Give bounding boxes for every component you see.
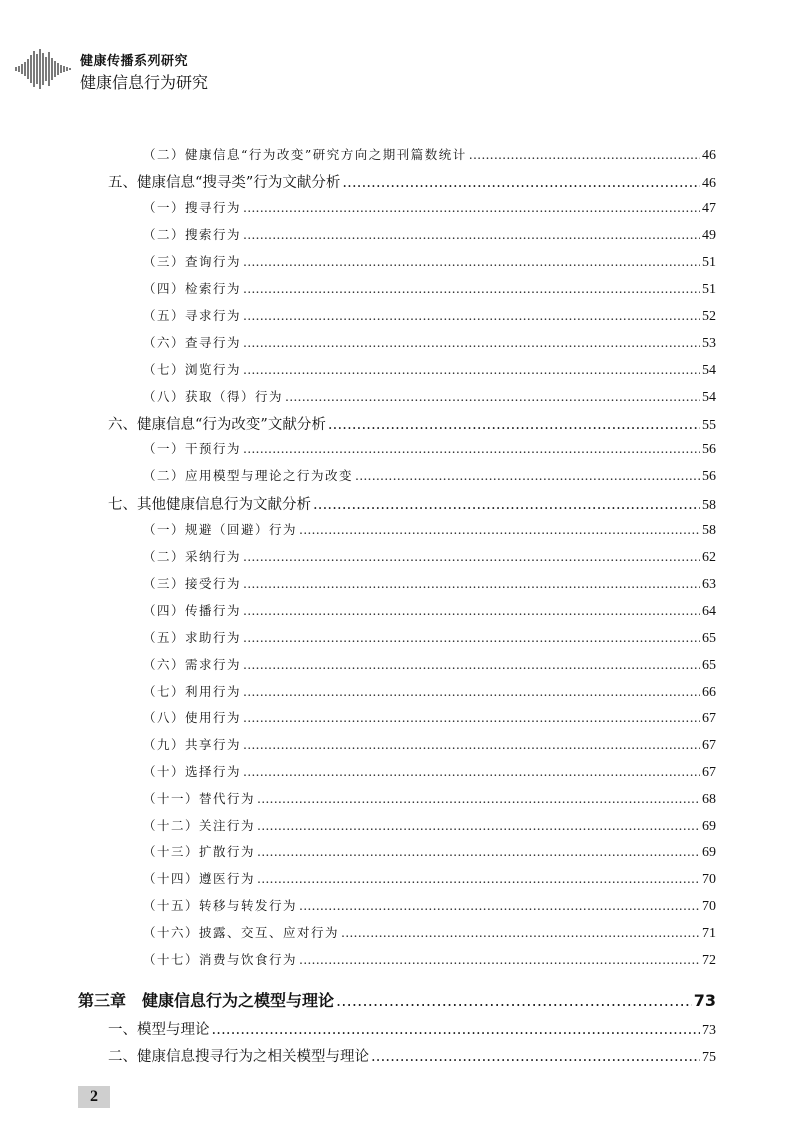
dot-leader [285, 389, 700, 404]
toc-entry-page: 67 [702, 738, 716, 753]
toc-entry-label: （十一）替代行为 [143, 791, 256, 806]
toc-entry[interactable] [143, 950, 716, 968]
toc-entry-label: （十六）披露、交互、应对行为 [143, 925, 340, 940]
dot-leader [243, 308, 700, 323]
toc-entry-label: （九）共享行为 [143, 737, 242, 752]
toc-entry-label: 第三章 健康信息行为之模型与理论 [78, 991, 335, 1010]
toc-entry-page: 55 [702, 418, 716, 433]
toc-entry[interactable] [143, 655, 716, 673]
toc-entry-page: 72 [702, 953, 716, 968]
toc-entry-page: 54 [702, 363, 716, 378]
toc-entry-page: 65 [702, 631, 716, 646]
dot-leader [342, 175, 700, 191]
dot-leader [243, 764, 700, 779]
toc-entry[interactable] [143, 306, 716, 324]
toc-entry[interactable] [143, 145, 716, 163]
series-title: 健康传播系列研究 [80, 54, 189, 69]
toc-entry-page: 51 [702, 282, 716, 297]
dot-leader [243, 710, 700, 725]
toc-entry-page: 69 [702, 845, 716, 860]
toc-entry[interactable] [143, 547, 716, 565]
dot-leader [355, 468, 700, 483]
dot-leader [243, 576, 700, 591]
toc-entry[interactable] [143, 198, 716, 216]
toc-entry-label: （十七）消费与饮食行为 [143, 952, 298, 967]
toc-entry-label: 二、健康信息搜寻行为之相关模型与理论 [108, 1049, 369, 1065]
toc-entry-label: 一、模型与理论 [108, 1022, 210, 1038]
toc-entry-label: （十五）转移与转发行为 [143, 898, 298, 913]
toc-entry[interactable] [143, 387, 716, 405]
toc-entry[interactable] [143, 923, 716, 941]
toc-entry[interactable] [143, 842, 716, 860]
toc-entry-label: （七）浏览行为 [143, 362, 242, 377]
dot-leader [313, 497, 700, 513]
toc-entry-page: 58 [702, 523, 716, 538]
toc-entry[interactable] [143, 789, 716, 807]
dot-leader [243, 684, 700, 699]
toc-entry-page: 73 [693, 991, 716, 1010]
toc-entry[interactable] [143, 360, 716, 378]
dot-leader [336, 991, 692, 1010]
toc-entry-page: 75 [702, 1050, 716, 1065]
dot-leader [328, 417, 700, 433]
dot-leader [371, 1049, 700, 1065]
toc-entry[interactable] [143, 682, 716, 700]
dot-leader [257, 871, 700, 886]
toc-entry-page: 66 [702, 685, 716, 700]
dot-leader [257, 791, 700, 806]
toc-entry-label: （二）搜索行为 [143, 227, 242, 242]
dot-leader [243, 603, 700, 618]
toc-entry-label: （七）利用行为 [143, 684, 242, 699]
dot-leader [257, 844, 700, 859]
toc-entry-label: （十）选择行为 [143, 764, 242, 779]
toc-entry-label: （五）寻求行为 [143, 308, 242, 323]
toc-entry[interactable] [78, 988, 716, 1012]
dot-leader [243, 737, 700, 752]
toc-entry-page: 65 [702, 658, 716, 673]
toc-entry-label: （五）求助行为 [143, 630, 242, 645]
toc-entry[interactable] [108, 171, 716, 191]
dot-leader [243, 549, 700, 564]
toc-entry-page: 49 [702, 228, 716, 243]
toc-entry-page: 70 [702, 872, 716, 887]
dot-leader [243, 227, 700, 242]
toc-entry-page: 62 [702, 550, 716, 565]
toc-entry[interactable] [108, 1045, 716, 1065]
toc-entry-label: （十二）关注行为 [143, 818, 256, 833]
toc-entry-label: （三）查询行为 [143, 254, 242, 269]
toc-entry-page: 46 [702, 148, 716, 163]
toc-entry-label: （十四）遵医行为 [143, 871, 256, 886]
toc-entry-label: （六）查寻行为 [143, 335, 242, 350]
dot-leader [469, 147, 700, 162]
toc-entry-page: 70 [702, 899, 716, 914]
toc-entry[interactable] [108, 493, 716, 513]
toc-entry-page: 64 [702, 604, 716, 619]
toc-entry-page: 73 [702, 1023, 716, 1038]
dot-leader [299, 522, 700, 537]
toc-entry[interactable] [108, 413, 716, 433]
toc-entry-page: 54 [702, 390, 716, 405]
toc-entry[interactable] [143, 735, 716, 753]
toc-entry-label: （二）采纳行为 [143, 549, 242, 564]
toc-entry[interactable] [143, 252, 716, 270]
toc-entry[interactable] [108, 1018, 716, 1038]
toc-entry-page: 67 [702, 765, 716, 780]
toc-entry-label: （一）干预行为 [143, 441, 242, 456]
toc-entry-label: （二）应用模型与理论之行为改变 [143, 468, 354, 483]
dot-leader [299, 952, 700, 967]
toc-entry-label: 五、健康信息“搜寻类”行为文献分析 [108, 175, 341, 191]
toc-entry[interactable] [143, 333, 716, 351]
dot-leader [243, 335, 700, 350]
toc-entry-label: （八）使用行为 [143, 710, 242, 725]
toc-entry-page: 67 [702, 711, 716, 726]
dot-leader [341, 925, 700, 940]
toc-entry[interactable] [143, 520, 716, 538]
toc-entry[interactable] [143, 762, 716, 780]
dot-leader [212, 1022, 701, 1038]
toc-entry-page: 51 [702, 255, 716, 270]
toc-entry[interactable] [143, 225, 716, 243]
toc-entry-page: 56 [702, 442, 716, 457]
toc-entry-label: （二）健康信息“行为改变”研究方向之期刊篇数统计 [143, 147, 467, 162]
toc-entry-label: （八）获取（得）行为 [143, 389, 284, 404]
toc-entry-page: 52 [702, 309, 716, 324]
toc-entry[interactable] [143, 279, 716, 297]
toc-entry-page: 58 [702, 498, 716, 513]
dot-leader [243, 441, 700, 456]
toc-entry[interactable] [143, 628, 716, 646]
toc-entry-page: 56 [702, 469, 716, 484]
toc-entry[interactable] [143, 601, 716, 619]
header-logo [14, 48, 76, 90]
toc-entry[interactable] [143, 466, 716, 484]
toc-entry[interactable] [143, 439, 716, 457]
toc-entry-label: （一）规避（回避）行为 [143, 522, 298, 537]
dot-leader [243, 630, 700, 645]
toc-entry[interactable] [143, 869, 716, 887]
toc-entry-page: 69 [702, 819, 716, 834]
dot-leader [243, 657, 700, 672]
toc-entry-page: 53 [702, 336, 716, 351]
toc-entry-page: 71 [702, 926, 716, 941]
toc-entry-label: （三）接受行为 [143, 576, 242, 591]
dot-leader [243, 362, 700, 377]
dot-leader [257, 818, 700, 833]
toc-entry[interactable] [143, 708, 716, 726]
toc-entry[interactable] [143, 574, 716, 592]
toc-entry-page: 63 [702, 577, 716, 592]
page-number: 2 [78, 1086, 110, 1108]
dot-leader [243, 281, 700, 296]
dot-leader [243, 200, 700, 215]
toc-entry-label: （六）需求行为 [143, 657, 242, 672]
soundwave-icon [14, 48, 76, 90]
toc-entry-page: 47 [702, 201, 716, 216]
toc-entry-label: （四）传播行为 [143, 603, 242, 618]
toc-entry-label: 六、健康信息“行为改变”文献分析 [108, 417, 326, 433]
dot-leader [299, 898, 700, 913]
dot-leader [243, 254, 700, 269]
toc-entry-label: （十三）扩散行为 [143, 844, 256, 859]
toc-entry[interactable] [143, 896, 716, 914]
toc-entry-page: 46 [702, 176, 716, 191]
toc-entry-page: 68 [702, 792, 716, 807]
toc-entry-label: 七、其他健康信息行为文献分析 [108, 497, 311, 513]
toc-entry-label: （一）搜寻行为 [143, 200, 242, 215]
book-title: 健康信息行为研究 [80, 73, 209, 92]
toc-entry[interactable] [143, 816, 716, 834]
toc-entry-label: （四）检索行为 [143, 281, 242, 296]
